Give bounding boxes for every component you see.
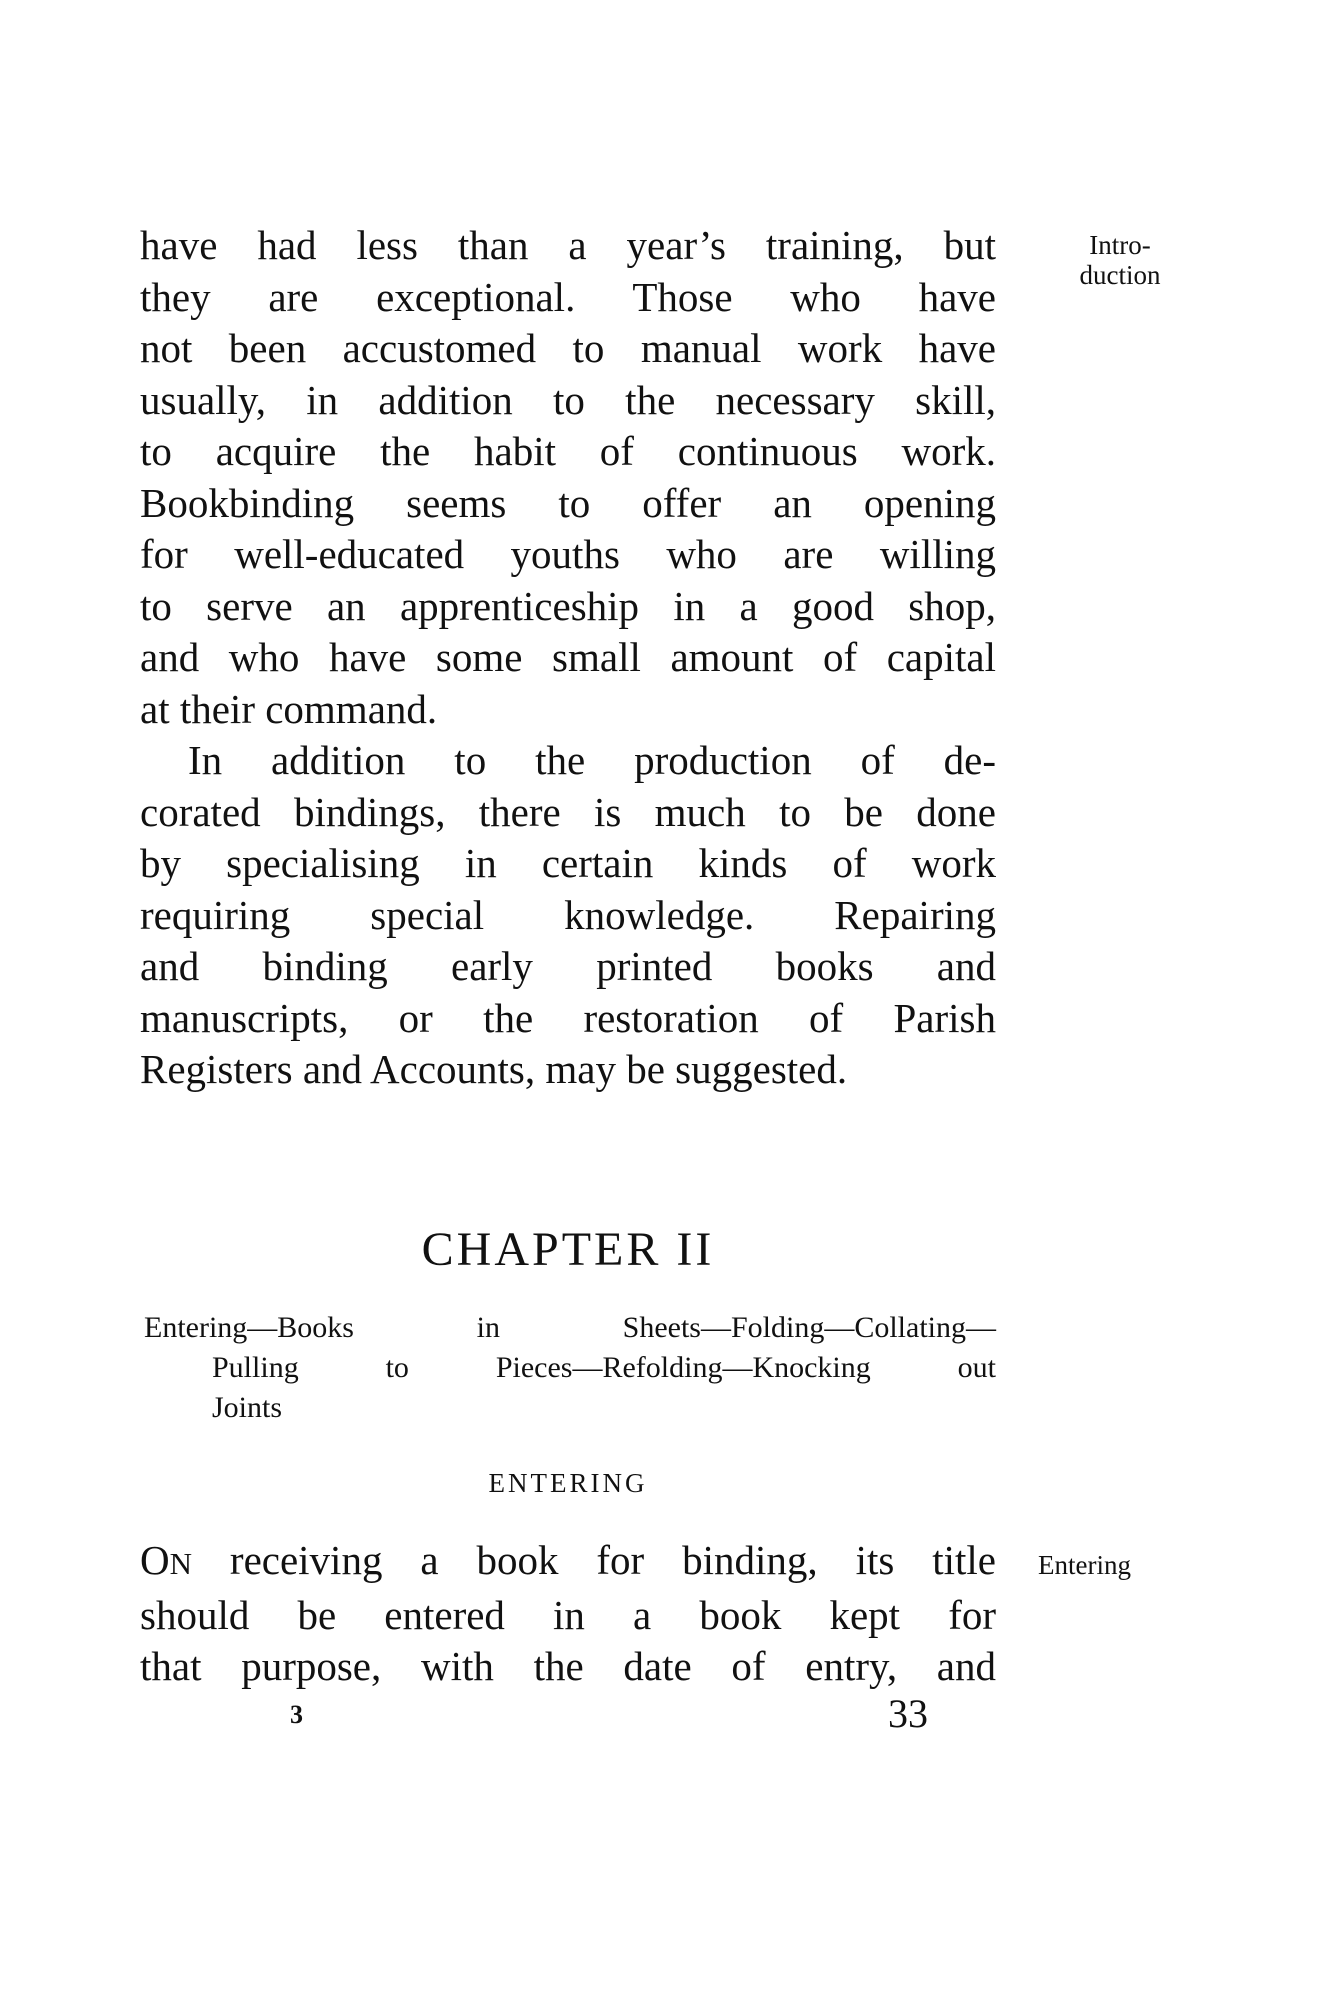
small-caps-rest: N: [169, 1546, 192, 1581]
small-caps-initial: O: [140, 1537, 170, 1583]
margin-note-entering: Entering: [1038, 1550, 1131, 1580]
text-line: In addition to the production of de-: [188, 737, 996, 783]
text-line: that purpose, with the date of entry, and: [140, 1643, 996, 1689]
text-line: have had less than a year’s training, but: [140, 222, 996, 268]
entering-paragraph: [140, 1535, 996, 1693]
text-line: to acquire the habit of continuous work.: [140, 428, 996, 474]
text-line: and binding early printed books and: [140, 943, 996, 989]
chapter-summary-line: Joints: [212, 1391, 283, 1424]
paragraph-specialising: [140, 735, 996, 1096]
text-line: at their command.: [140, 685, 438, 732]
text-line: Bookbinding seems to offer an opening: [140, 479, 996, 526]
signature-mark: 3: [290, 1700, 303, 1729]
paragraph-training: [140, 220, 996, 735]
text-line: and who have some small amount of capital: [140, 634, 996, 680]
margin-note-line: Intro-: [1089, 230, 1151, 260]
text-line: for well-educated youths who are willing: [140, 531, 996, 577]
text-line-rest: receiving a book for binding, its title: [192, 1537, 996, 1583]
margin-note-line: duction: [1079, 260, 1161, 290]
section-heading: ENTERING: [488, 1468, 648, 1498]
text-line: [140, 1535, 996, 1590]
introduction-text: [140, 220, 996, 1096]
text-line: not been accustomed to manual work have: [140, 325, 996, 371]
text-line: Registers and Accounts, may be suggested.: [140, 1046, 848, 1092]
chapter-summary-line: Pulling to Pieces—Refolding—Knocking out: [212, 1351, 996, 1384]
text-line: manuscripts, or the restoration of Parish: [140, 994, 996, 1041]
page-number: 33: [888, 1691, 928, 1736]
chapter-summary-line: Entering—Books in Sheets—Folding—Collating—: [144, 1311, 996, 1344]
text-line: corated bindings, there is much to be done: [140, 788, 996, 835]
text-line: they are exceptional. Those who have: [140, 273, 996, 320]
text-line: by specialising in certain kinds of work: [140, 840, 996, 886]
text-line: should be entered in a book kept for: [140, 1591, 996, 1638]
chapter-title: CHAPTER II: [421, 1223, 715, 1276]
chapter-summary: [144, 1308, 996, 1428]
margin-note-introduction: [1060, 230, 1180, 290]
text-line: usually, in addition to the necessary skill,: [140, 376, 996, 423]
text-line: to serve an apprenticeship in a good shop,: [140, 582, 996, 629]
text-line: requiring special knowledge. Repairing: [140, 891, 996, 938]
